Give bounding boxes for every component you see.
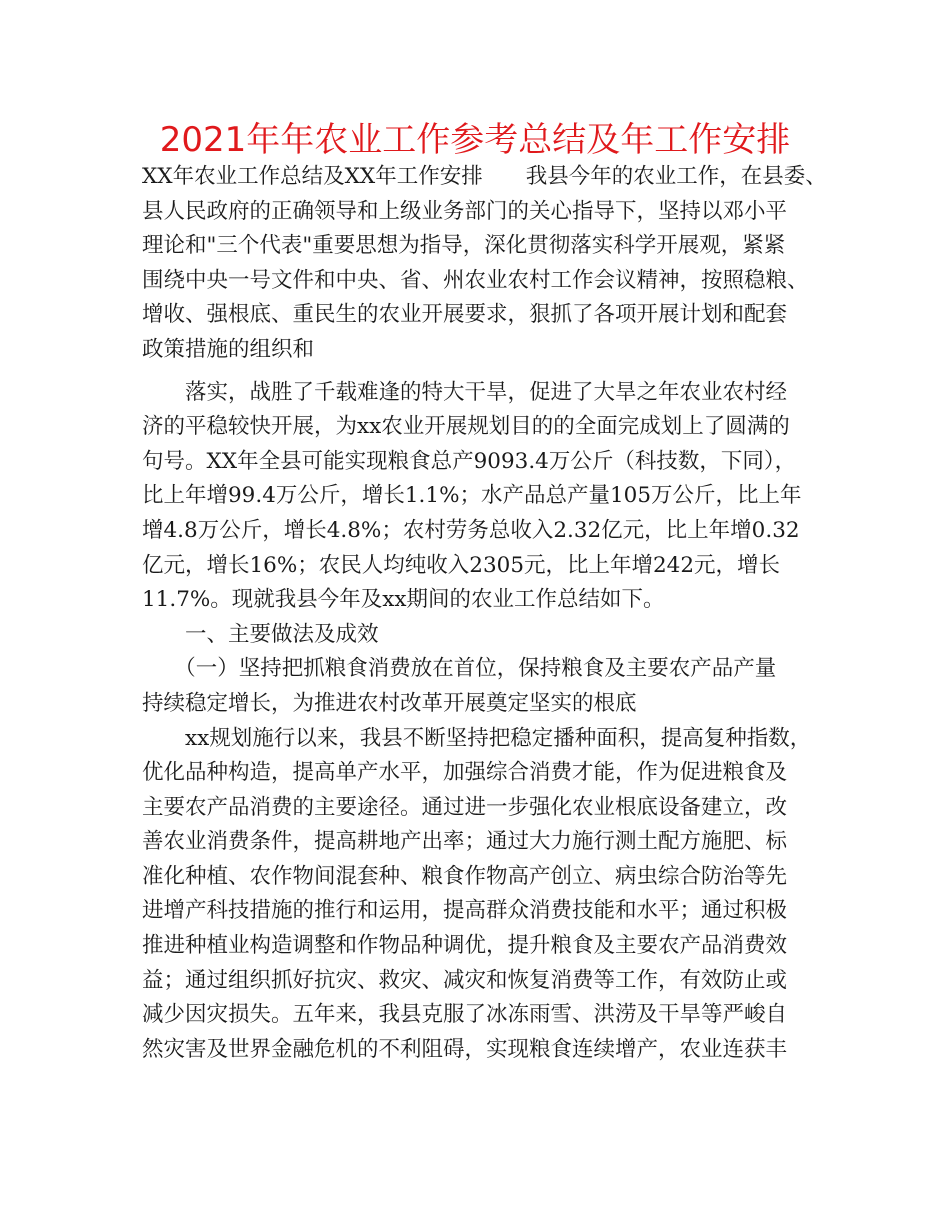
- document-title: 2021年年农业工作参考总结及年工作安排: [159, 120, 791, 160]
- text-line: 11.7%。现就我县今年及xx期间的农业工作总结如下。: [142, 587, 665, 613]
- paragraph-gap: [142, 368, 832, 376]
- text-line: xx规划施行以来，我县不断坚持把稳定播种面积，提高复种指数，: [142, 725, 812, 751]
- text-line: 善农业消费条件，提高耕地产出率；通过大力施行测土配方施肥、标: [142, 829, 788, 855]
- text-line: 县人民政府的正确领导和上级业务部门的关心指导下，坚持以邓小平: [142, 198, 788, 224]
- text-line: 围绕中央一号文件和中央、省、州农业农村工作会议精神，按照稳粮、: [142, 267, 809, 293]
- text-line: 增4.8万公斤，增长4.8%；农村劳务总收入2.32亿元，比上年增0.32: [142, 517, 800, 543]
- text-line: 然灾害及世界金融危机的不利阻碍，实现粮食连续增产，农业连获丰: [142, 1036, 788, 1062]
- text-line: 减少因灾损失。五年来，我县克服了冰冻雨雪、洪涝及干旱等严峻自: [142, 1002, 788, 1028]
- section-heading: 一、主要做法及成效: [142, 621, 379, 647]
- text-line: 主要农产品消费的主要途径。通过进一步强化农业根底设备建立，改: [142, 794, 788, 820]
- text-line: 亿元，增长16%；农民人均纯收入2305元，比上年增242元，增长: [142, 552, 781, 578]
- text-line: XX年农业工作总结及XX年工作安排 我县今年的农业工作，在县委、: [142, 164, 827, 189]
- text-line: 准化种植、农作物间混套种、粮食作物高产创立、病虫综合防治等先: [142, 863, 788, 889]
- text-line: 落实，战胜了千载难逢的特大干旱，促进了大旱之年农业农村经: [142, 379, 788, 405]
- text-line: 政策措施的组织和: [142, 336, 315, 362]
- text-line: 进增产科技措施的推行和运用，提高群众消费技能和水平；通过积极: [142, 898, 788, 924]
- text-line: 益；通过组织抓好抗灾、救灾、减灾和恢复消费等工作，有效防止或: [142, 967, 788, 993]
- text-line: 比上年增99.4万公斤，增长1.1%；水产品总产量105万公斤，比上年: [142, 483, 802, 509]
- text-line: 推进种植业构造调整和作物品种调优，提升粮食及主要农产品消费效: [142, 933, 788, 959]
- text-line: 句号。XX年全县可能实现粮食总产9093.4万公斤（科技数，下同），: [142, 448, 797, 474]
- subsection-heading: （一）坚持把抓粮食消费放在首位，保持粮食及主要农产品产量: [142, 656, 777, 682]
- text-line: 理论和"三个代表"重要思想为指导，深化贯彻落实科学开展观，紧紧: [142, 233, 786, 259]
- text-line: 增收、强根底、重民生的农业开展要求，狠抓了各项开展计划和配套: [142, 302, 788, 328]
- text-line: 优化品种构造，提高单产水平，加强综合消费才能，作为促进粮食及: [142, 760, 788, 786]
- text-line: 持续稳定增长，为推进农村改革开展奠定坚实的根底: [142, 690, 637, 716]
- document-body: [142, 160, 832, 1067]
- text-line: 济的平稳较快开展，为xx农业开展规划目的的全面完成划上了圆满的: [142, 414, 790, 440]
